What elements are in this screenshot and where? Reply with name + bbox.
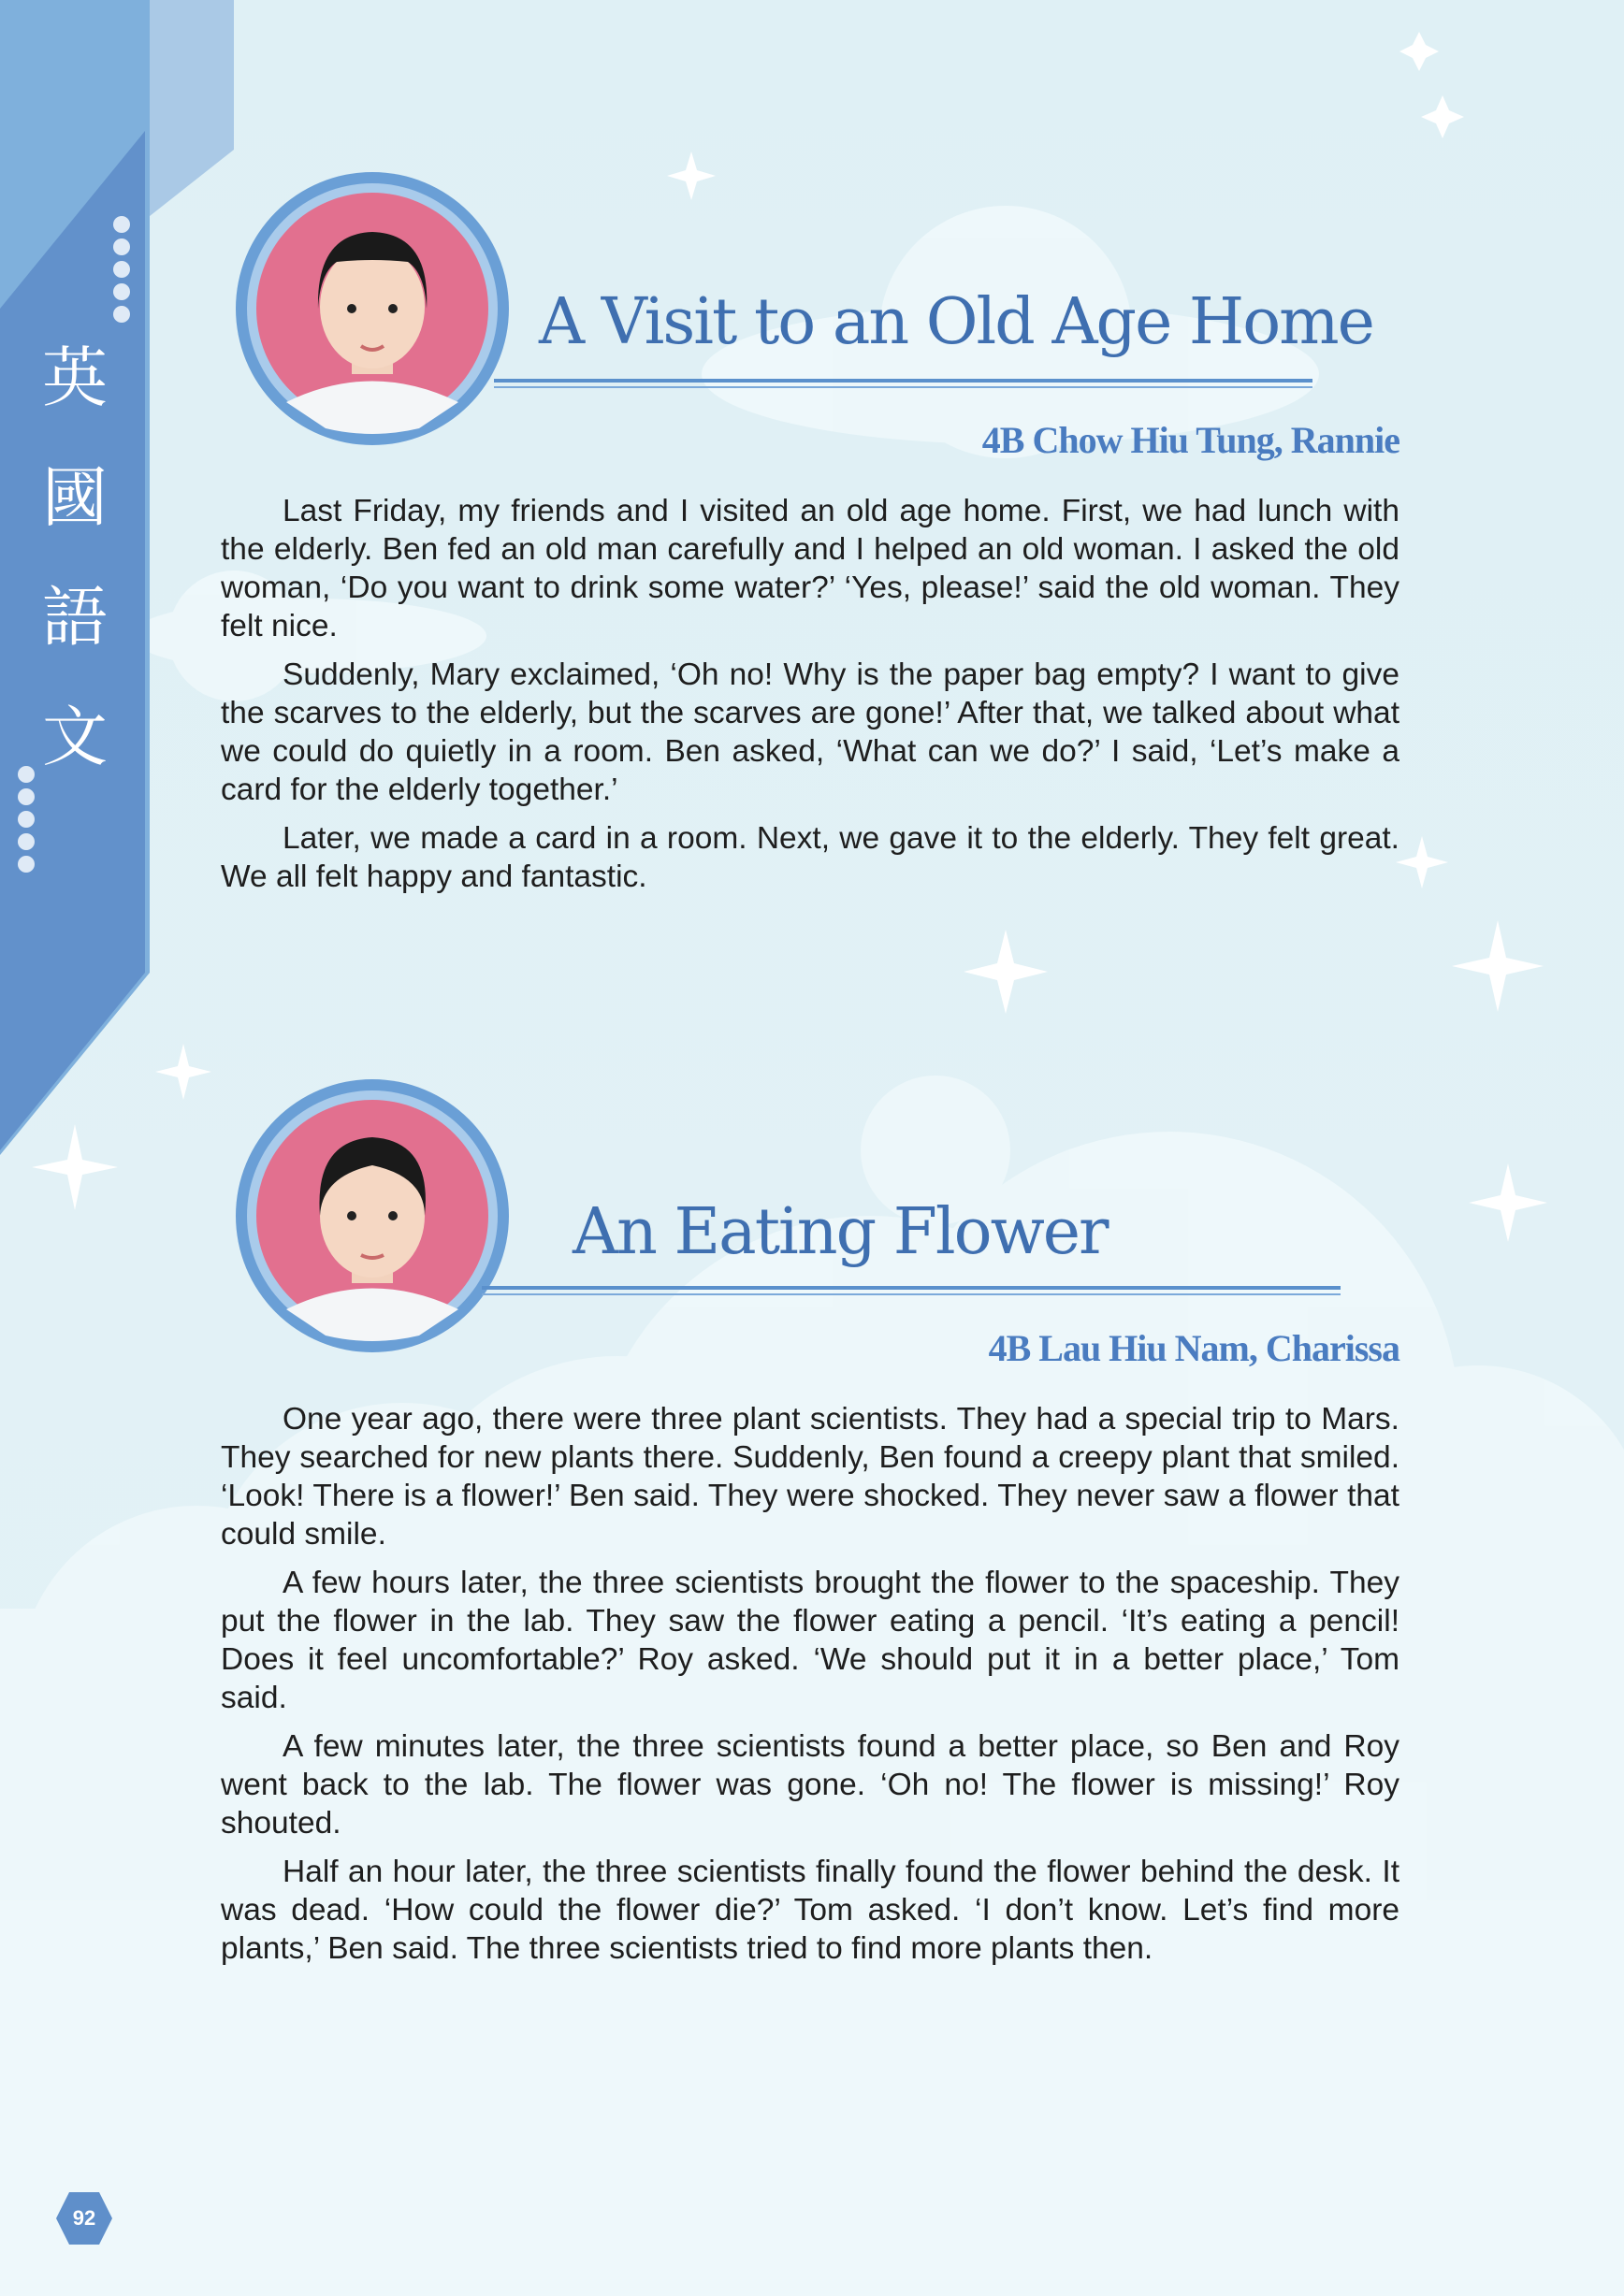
paragraph: Suddenly, Mary exclaimed, ‘Oh no! Why is the paper bag empty? I want to give the scarves to the elderly, but the scarves are gone!’ After that, we talked about what we could do quietly in a room. Ben asked, ‘What can we do?’ I said, ‘Let’s make a card for the elderly together.’ [221,657,1399,807]
paragraph: One year ago, there were three plant scientists. They had a special trip to Mars. They searched for new plants there. Suddenly, Ben found a creepy plant that smiled. ‘Look! There is a flower!’ Ben said. They were shocked. They never saw a flower that could smile. [221,1402,1399,1552]
article-body [221,492,1399,906]
side-title-char: 語 [42,579,108,656]
student-portrait-2 [232,1076,513,1356]
title-underline [482,1286,1341,1290]
side-title-char: 文 [42,699,108,775]
article-title: An Eating Flower [573,1195,1108,1269]
paragraph: A few minutes later, the three scientists found a better place, so Ben and Roy went back to the lab. The flower was gone. ‘Oh no! The flower is missing!’ Roy shouted. [221,1729,1399,1841]
paragraph: Half an hour later, the three scientists finally found the flower behind the desk. It was dead. ‘How could the flower die?’ Tom asked. ‘I don’t know. Let’s find more plants,’ Ben said. The three scientists tried to find more plants then. [221,1855,1399,1966]
article-author: 4B Lau Hiu Nam, Charissa [988,1327,1399,1369]
title-underline [494,379,1312,383]
student-portrait-1 [232,168,513,449]
side-title-char: 英 [42,339,108,416]
side-title-char: 國 [42,459,108,536]
article-author: 4B Chow Hiu Tung, Rannie [981,419,1399,461]
side-title-vertical [36,318,114,797]
paragraph: Last Friday, my friends and I visited an old age home. First, we had lunch with the elderly. Ben fed an old man carefully and I helped an old woman. I asked the old woman, ‘Do you want to drink some water?’ ‘Yes, please!’ said the old woman. They felt nice. [221,494,1399,643]
page-number: 92 [72,2206,96,2230]
article-title: A Visit to an Old Age Home [539,285,1373,359]
paragraph: Later, we made a card in a room. Next, we gave it to the elderly. They felt great. We all felt happy and fantastic. [221,821,1399,894]
paragraph: A few hours later, the three scientists brought the flower to the spaceship. They put the flower in the lab. They saw the flower eating a pencil. ‘It’s eating a pencil! Does it feel uncomfortable?’ Roy asked. ‘We should put it in a better place,’ Tom said. [221,1566,1399,1715]
article-body [221,1400,1399,1978]
